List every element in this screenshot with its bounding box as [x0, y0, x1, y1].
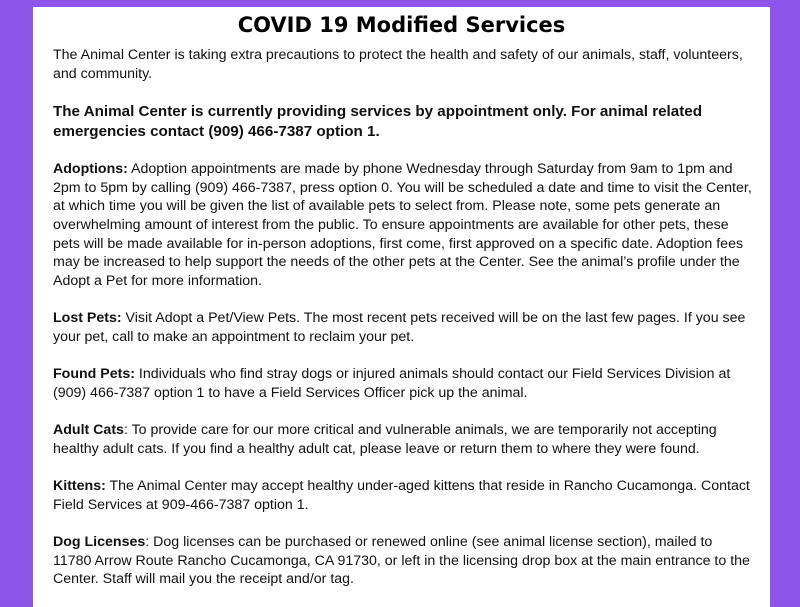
adult-cats-section [53, 421, 753, 458]
page-title: COVID 19 Modified Services [237, 13, 566, 37]
dog-licenses-text: : Dog licenses can be purchased or renewed online (see animal license section), mailed to 11780 Arrow Route Rancho Cucamonga, CA 91730, or left in the licensing drop box at the main entrance to the Center. Staff will mail you the receipt and/or tag. [53, 533, 750, 588]
found-pets-section [53, 365, 753, 402]
adult-cats-text: : To provide care for our more critical and vulnerable animals, we are temporarily not accepting healthy adult cats. If you find a healthy adult cat, please leave or return them to where they were found. [53, 422, 717, 457]
adoptions-text: Adoption appointments are made by phone Wednesday through Saturday from 9am to 1pm and 2pm to 5pm by calling (909) 466-7387, press option 0. You will be scheduled a date and time to visit the Center, at which time you will be given the list of available pets to select from. Please note, some pets generate an overwhelming amount of interest from the public. To ensure appointments are available for other pets, these pets will be made available for in-person adoptions, first come, first approved on a specific date. Adoption fees may be increased to help support the needs of the other pets at the Center. See the animal’s profile under the Adopt a Pet for more information. [53, 160, 752, 290]
adoptions-section [53, 160, 753, 291]
lost-pets-label: Lost Pets: [53, 310, 122, 327]
kittens-section [53, 477, 753, 514]
notice-card [33, 7, 770, 607]
appointment-notice: The Animal Center is currently providing services by appointment only. For animal related emergencies contact (909) 466-7387 option 1. [53, 102, 702, 140]
adoptions-label: Adoptions: [53, 160, 128, 177]
dog-licenses-label: Dog Licenses [53, 533, 146, 550]
found-pets-text: Individuals who find stray dogs or injured animals should contact our Field Services Division at (909) 466-7387 option 1 to have a Field Services Officer pick up the animal. [53, 366, 731, 401]
found-pets-label: Found Pets: [53, 366, 135, 383]
lost-pets-text: Visit Adopt a Pet/View Pets. The most recent pets received will be on the last few pages. If you see your pet, call to make an appointment to reclaim your pet. [53, 310, 746, 346]
dog-licenses-section [53, 533, 753, 589]
kittens-text: The Animal Center may accept healthy under-aged kittens that reside in Rancho Cucamonga. Contact Field Services at 909-466-7387 option 1. [53, 478, 750, 513]
adult-cats-label: Adult Cats [53, 422, 124, 439]
kittens-label: Kittens: [53, 478, 106, 495]
lost-pets-section [53, 309, 753, 346]
intro-paragraph: The Animal Center is taking extra precautions to protect the health and safety of our animals, staff, volunteers, and community. [53, 47, 743, 82]
